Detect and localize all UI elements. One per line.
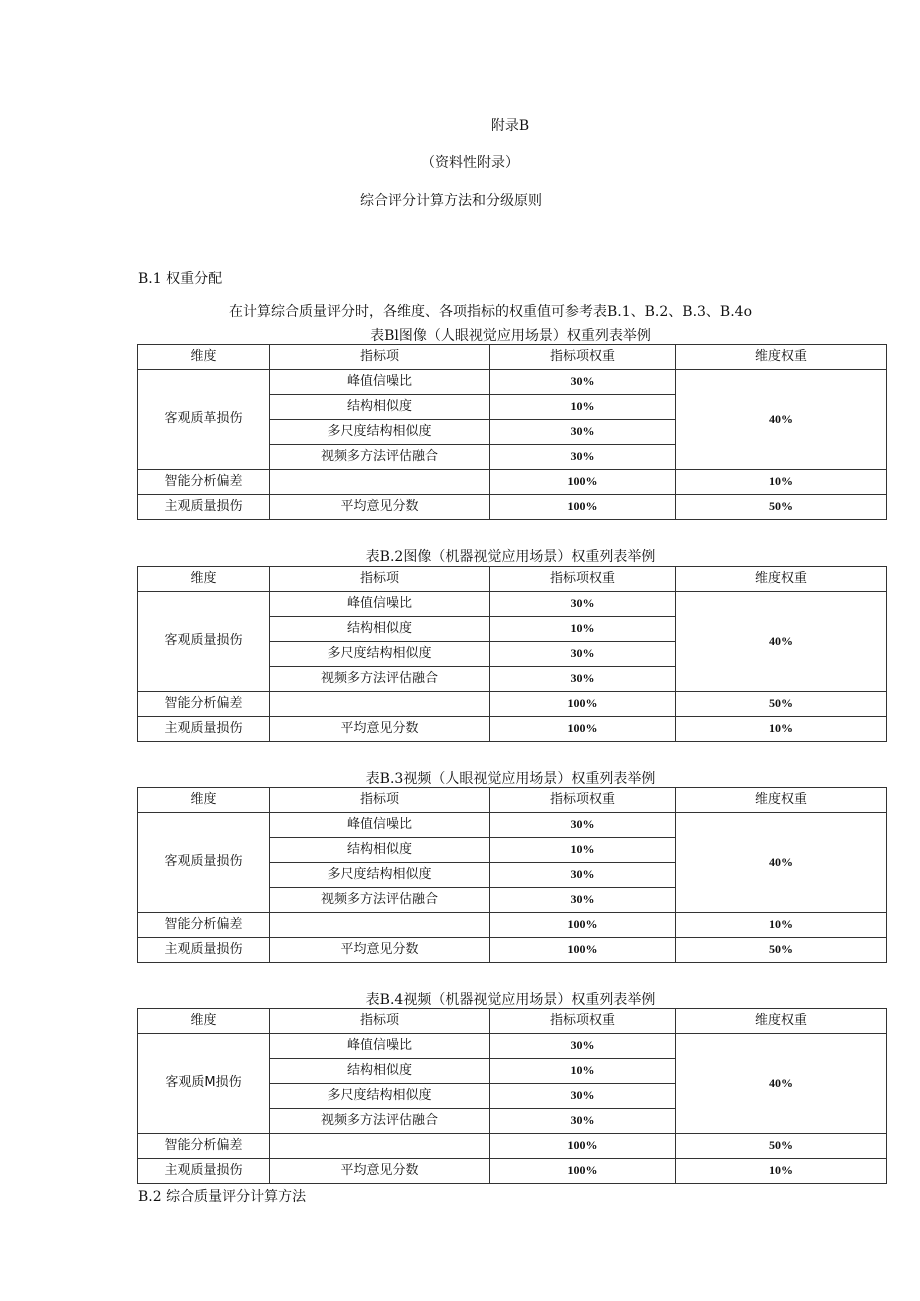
dimension-subjective: 主观质量损伤 [138, 938, 270, 963]
indicator-weight: 30% [490, 370, 676, 395]
header-dimension: 维度 [138, 788, 270, 813]
indicator-ms-ssim: 多尺度结构相似度 [270, 863, 490, 888]
indicator-weight: 100% [490, 717, 676, 742]
header-dimension: 维度 [138, 345, 270, 370]
indicator-weight: 30% [490, 1084, 676, 1109]
section-b1-intro: 在计算综合质量评分时，各维度、各项指标的权重值可参考表B.1、B.2、B.3、B.4o [229, 304, 753, 320]
indicator-weight: 30% [490, 813, 676, 838]
dimension-objective: 客观质量损伤 [138, 813, 270, 913]
indicator-weight: 30% [490, 420, 676, 445]
appendix-title: 综合评分计算方法和分级原则 [360, 193, 542, 209]
dimension-objective: 客观质革损伤 [138, 370, 270, 470]
header-indicator-weight: 指标项权重 [490, 345, 676, 370]
dimension-weight-objective: 40% [676, 813, 887, 913]
dimension-subjective: 主观质量损伤 [138, 1159, 270, 1184]
dimension-intelligent: 智能分析偏差 [138, 913, 270, 938]
indicator-vmaf: 视频多方法评估融合 [270, 445, 490, 470]
indicator-weight: 30% [490, 863, 676, 888]
indicator-ms-ssim: 多尺度结构相似度 [270, 1084, 490, 1109]
indicator-empty [270, 913, 490, 938]
indicator-weight: 100% [490, 1134, 676, 1159]
indicator-mos: 平均意见分数 [270, 717, 490, 742]
appendix-nature: （资料性附录） [421, 155, 519, 171]
dimension-subjective: 主观质量损伤 [138, 717, 270, 742]
dimension-weight-objective: 40% [676, 592, 887, 692]
indicator-weight: 100% [490, 692, 676, 717]
indicator-empty [270, 1134, 490, 1159]
weight-table-b2 [137, 566, 887, 742]
dimension-intelligent: 智能分析偏差 [138, 1134, 270, 1159]
header-dimension: 维度 [138, 567, 270, 592]
weight-table-b1 [137, 344, 887, 520]
dimension-weight-intelligent: 10% [676, 913, 887, 938]
indicator-ms-ssim: 多尺度结构相似度 [270, 642, 490, 667]
indicator-weight: 100% [490, 495, 676, 520]
table-caption: 表B.4视频（机器视觉应用场景）权重列表举例 [365, 992, 656, 1008]
weight-table-b4 [137, 1008, 887, 1184]
dimension-weight-intelligent: 50% [676, 692, 887, 717]
indicator-ssim: 结构相似度 [270, 838, 490, 863]
indicator-mos: 平均意见分数 [270, 1159, 490, 1184]
table-caption: 表B.2图像（机器视觉应用场景）权重列表举例 [365, 549, 656, 565]
indicator-vmaf: 视频多方法评估融合 [270, 888, 490, 913]
dimension-weight-intelligent: 10% [676, 470, 887, 495]
dimension-intelligent: 智能分析偏差 [138, 692, 270, 717]
indicator-weight: 10% [490, 617, 676, 642]
indicator-weight: 10% [490, 395, 676, 420]
indicator-psnr: 峰值信噪比 [270, 370, 490, 395]
indicator-empty [270, 470, 490, 495]
indicator-psnr: 峰值信噪比 [270, 592, 490, 617]
indicator-weight: 30% [490, 642, 676, 667]
indicator-mos: 平均意见分数 [270, 495, 490, 520]
header-indicator: 指标项 [270, 1009, 490, 1034]
dimension-weight-intelligent: 50% [676, 1134, 887, 1159]
table-caption: 表Bl图像（人眼视觉应用场景）权重列表举例 [370, 328, 651, 344]
table-caption: 表B.3视频（人眼视觉应用场景）权重列表举例 [365, 771, 656, 787]
indicator-weight: 30% [490, 445, 676, 470]
indicator-psnr: 峰值信噪比 [270, 1034, 490, 1059]
header-dimension-weight: 维度权重 [676, 345, 887, 370]
indicator-weight: 10% [490, 1059, 676, 1084]
indicator-weight: 30% [490, 1034, 676, 1059]
indicator-weight: 30% [490, 1109, 676, 1134]
dimension-weight-subjective: 50% [676, 495, 887, 520]
indicator-weight: 100% [490, 1159, 676, 1184]
header-dimension-weight: 维度权重 [676, 1009, 887, 1034]
dimension-weight-subjective: 10% [676, 717, 887, 742]
dimension-objective: 客观质量损伤 [138, 592, 270, 692]
indicator-weight: 30% [490, 888, 676, 913]
indicator-ssim: 结构相似度 [270, 617, 490, 642]
header-indicator-weight: 指标项权重 [490, 1009, 676, 1034]
header-indicator: 指标项 [270, 567, 490, 592]
dimension-objective: 客观质M损伤 [138, 1034, 270, 1134]
dimension-weight-subjective: 50% [676, 938, 887, 963]
indicator-mos: 平均意见分数 [270, 938, 490, 963]
dimension-intelligent: 智能分析偏差 [138, 470, 270, 495]
header-indicator: 指标项 [270, 788, 490, 813]
header-indicator-weight: 指标项权重 [490, 788, 676, 813]
section-b1-heading: B.1 权重分配 [138, 271, 223, 287]
header-indicator-weight: 指标项权重 [490, 567, 676, 592]
indicator-ssim: 结构相似度 [270, 395, 490, 420]
indicator-weight: 30% [490, 592, 676, 617]
indicator-vmaf: 视频多方法评估融合 [270, 1109, 490, 1134]
header-dimension-weight: 维度权重 [676, 788, 887, 813]
weight-table-b3 [137, 787, 887, 963]
dimension-weight-objective: 40% [676, 1034, 887, 1134]
indicator-psnr: 峰值信噪比 [270, 813, 490, 838]
dimension-weight-objective: 40% [676, 370, 887, 470]
indicator-weight: 100% [490, 938, 676, 963]
header-indicator: 指标项 [270, 345, 490, 370]
header-dimension: 维度 [138, 1009, 270, 1034]
section-b2-heading: B.2 综合质量评分计算方法 [138, 1189, 307, 1205]
indicator-weight: 100% [490, 470, 676, 495]
indicator-empty [270, 692, 490, 717]
indicator-ssim: 结构相似度 [270, 1059, 490, 1084]
header-dimension-weight: 维度权重 [676, 567, 887, 592]
indicator-weight: 30% [490, 667, 676, 692]
appendix-heading: 附录B [490, 118, 530, 134]
dimension-subjective: 主观质量损伤 [138, 495, 270, 520]
indicator-weight: 10% [490, 838, 676, 863]
indicator-ms-ssim: 多尺度结构相似度 [270, 420, 490, 445]
indicator-vmaf: 视频多方法评估融合 [270, 667, 490, 692]
dimension-weight-subjective: 10% [676, 1159, 887, 1184]
indicator-weight: 100% [490, 913, 676, 938]
